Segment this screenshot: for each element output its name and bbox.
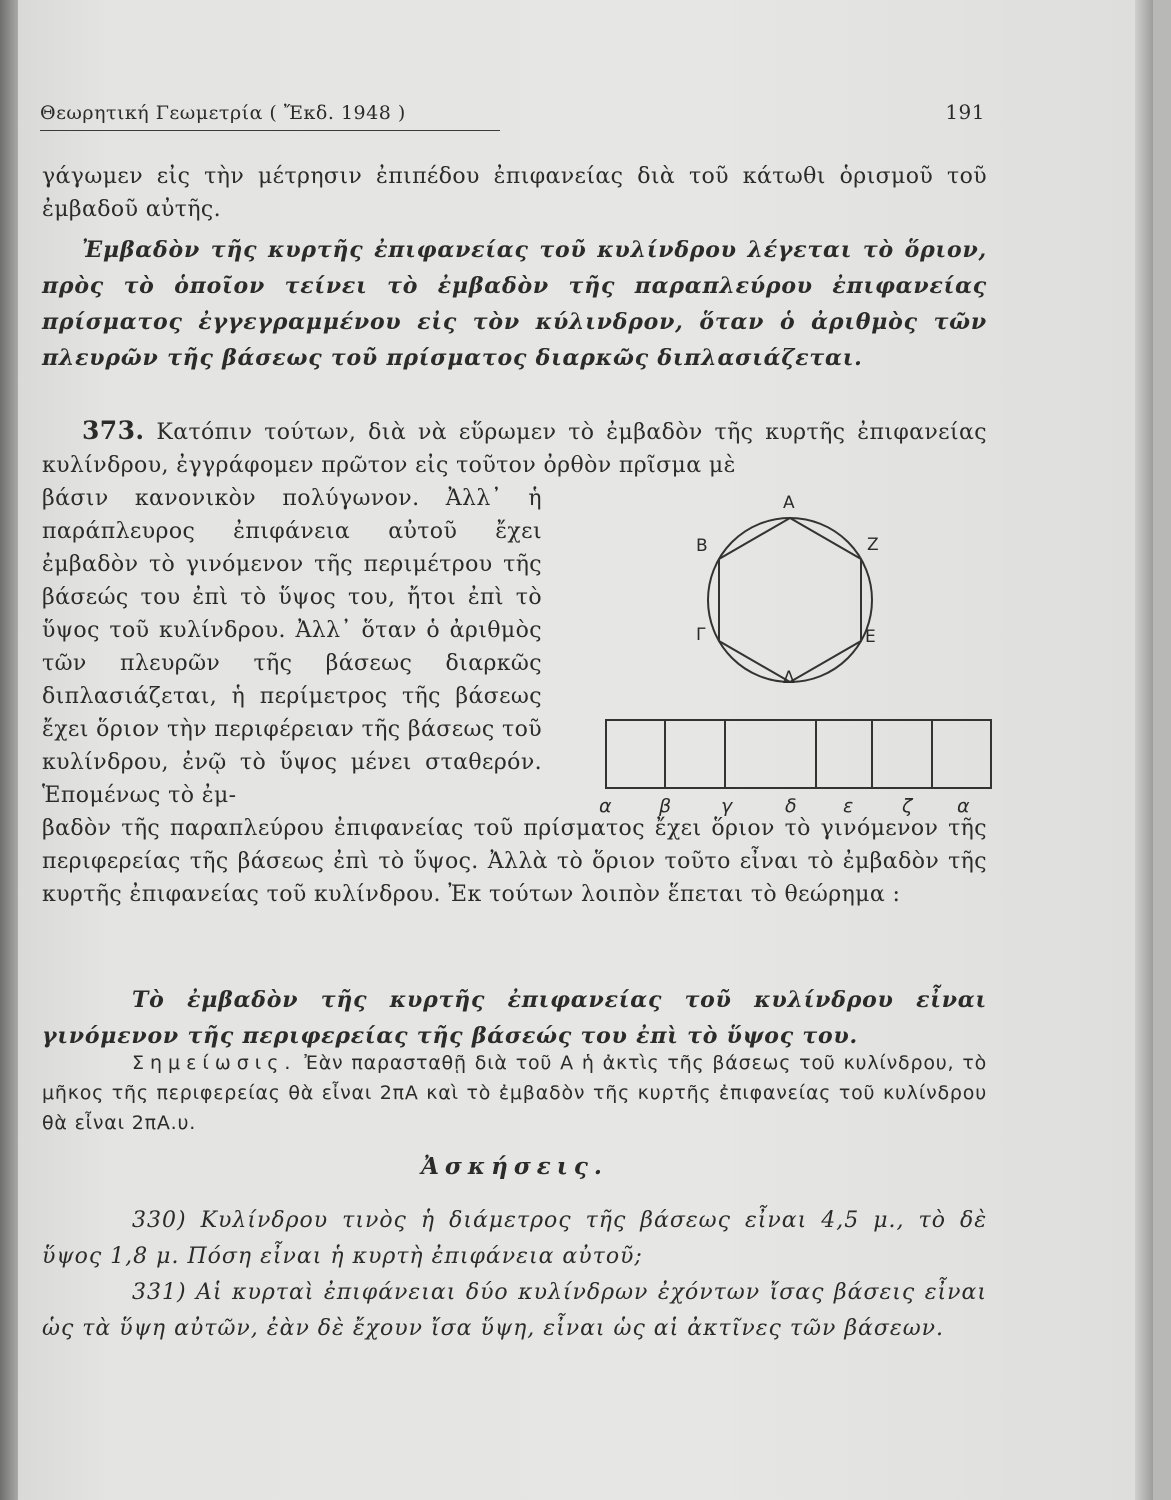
strip-label-7: α <box>957 795 970 817</box>
definition-block <box>42 232 987 376</box>
exercises-heading: Ἀσκήσεις. <box>421 1153 608 1180</box>
section-wrapped-text: βάσιν κανονικὸν πολύγωνον. Ἀλλ᾽ ἡ παράπλευρος ἐπιφάνεια αὐτοῦ ἔχει ἐμβαδὸν τὸ γινόμενον τῆς περιμέτρου τῆς βάσεώς του ἐπὶ τὸ ὕψος του, ἤτοι ἐπὶ τὸ ὕψος τοῦ κυλίνδρου. Ἀλλ᾽ ὅταν ὁ ἀριθμὸς τῶν πλευρῶν τῆς βάσεως διαρκῶς διπλασιάζεται, ἡ περίμετρος τῆς βάσεως ἔχει ὅριον τὴν περιφέρειαν τῆς βάσεως τοῦ κυλίνδρου, ἐνῷ τὸ ὕψος μένει σταθερόν. Ἑπομένως τὸ ἐμ- <box>42 486 542 808</box>
label-lower-right-vertex: Ε <box>865 627 876 647</box>
strip-label-6: ζ <box>902 795 913 817</box>
hexagon-strip-figure <box>575 490 995 830</box>
label-bottom-vertex: Δ <box>783 668 795 688</box>
label-top-vertex: Α <box>783 493 795 513</box>
note-block <box>42 1048 987 1138</box>
label-lower-left-vertex: Γ <box>696 625 706 645</box>
section-number: 373. <box>82 416 145 445</box>
section-rest-text: βαδὸν τῆς παραπλεύρου ἐπιφανείας τοῦ πρίσματος ἔχει ὅριον τὸ γινόμενον τῆς περιφερείας τῆς βάσεως ἐπὶ τὸ ὕψος. Ἀλλὰ τὸ ὅριον τοῦτο εἶναι τὸ ἐμβαδὸν τῆς κυρτῆς ἐπιφανείας τοῦ κυλίνδρου. Ἐκ τούτων λοιπὸν ἕπεται τὸ θεώρημα : <box>42 816 987 907</box>
exercise-330: 330) Κυλίνδρου τινὸς ἡ διάμετρος τῆς βάσεως εἶναι 4,5 μ., τὸ δὲ ὕψος 1,8 μ. Πόση εἶναι ἡ κυρτὴ ἐπιφάνεια αὐτοῦ; <box>42 1208 987 1269</box>
unrolled-prism-strip <box>606 720 991 788</box>
section-first-text: Κατόπιν τούτων, διὰ νὰ εὕρωμεν τὸ ἐμβαδὸν τῆς κυρτῆς ἐπιφανείας κυλίνδρου, ἐγγράφομεν πρῶτον εἰς τοῦτον ὀρθὸν πρῖσμα μὲ <box>42 420 987 478</box>
label-upper-left-vertex: Β <box>696 536 708 556</box>
note-label: Σημείωσις. <box>132 1052 297 1074</box>
strip-label-1: α <box>599 795 612 817</box>
intro-text: γάγωμεν εἰς τὴν μέτρησιν ἐπιπέδου ἐπιφανείας διὰ τοῦ κάτωθι ὁρισμοῦ τοῦ ἐμβαδοῦ αὐτῆς. <box>42 164 987 222</box>
inscribed-hexagon <box>719 518 861 682</box>
running-header <box>40 100 985 134</box>
exercises-section <box>42 1150 987 1347</box>
strip-label-3: γ <box>721 795 733 817</box>
page-right-edge <box>1135 0 1153 1500</box>
note-paragraph <box>42 1048 987 1138</box>
cylinder-base-circle <box>708 518 872 682</box>
definition-text: Ἐμβαδὸν τῆς κυρτῆς ἐπιφανείας τοῦ κυλίνδρου λέγεται τὸ ὅριον, πρὸς τὸ ὁποῖον τείνει τὸ ἐμβαδὸν τῆς παραπλεύρου ἐπιφανείας πρίσματος ἐγγεγραμμένου εἰς τὸν κύλινδρον, ὅταν ὁ ἀριθμὸς τῶν πλευρῶν τῆς βάσεως τοῦ πρίσματος διαρκῶς διπλασιάζεται. <box>42 237 987 371</box>
book-spine-shadow <box>0 0 18 1500</box>
strip-label-2: β <box>659 795 672 817</box>
label-upper-right-vertex: Ζ <box>867 535 879 555</box>
exercise-331: 331) Αἱ κυρταὶ ἐπιφάνειαι δύο κυλίνδρων ἐχόντων ἴσας βάσεις εἶναι ὡς τὰ ὕψη αὐτῶν, ἐὰν δὲ ἔχουν ἴσα ὕψη, εἶναι ὡς αἱ ἀκτῖνες τῶν βάσεων. <box>42 1280 987 1341</box>
strip-label-4: δ <box>785 795 797 817</box>
header-rule <box>40 130 500 131</box>
page-number: 191 <box>945 100 985 124</box>
book-title: Θεωρητική Γεωμετρία ( Ἔκδ. 1948 ) <box>40 102 406 124</box>
strip-label-5: ε <box>843 795 854 817</box>
section-first-lines <box>42 414 987 482</box>
theorem-block <box>42 982 987 1054</box>
intro-paragraph <box>42 160 987 226</box>
theorem-text: Τὸ ἐμβαδὸν τῆς κυρτῆς ἐπιφανείας τοῦ κυλίνδρου εἶναι γινόμενον τῆς περιφερείας τῆς βάσεώς του ἐπὶ τὸ ὕψος του. <box>42 987 987 1049</box>
note-text: Ἐὰν παρασταθῇ διὰ τοῦ Α ἡ ἀκτὶς τῆς βάσεως τοῦ κυλίνδρου, τὸ μῆκος τῆς περιφερείας θὰ εἶναι 2πΑ καὶ τὸ ἐμβαδὸν τῆς κυρτῆς ἐπιφανείας τοῦ κυλίνδρου θὰ εἶναι 2πΑ.υ. <box>42 1052 987 1134</box>
